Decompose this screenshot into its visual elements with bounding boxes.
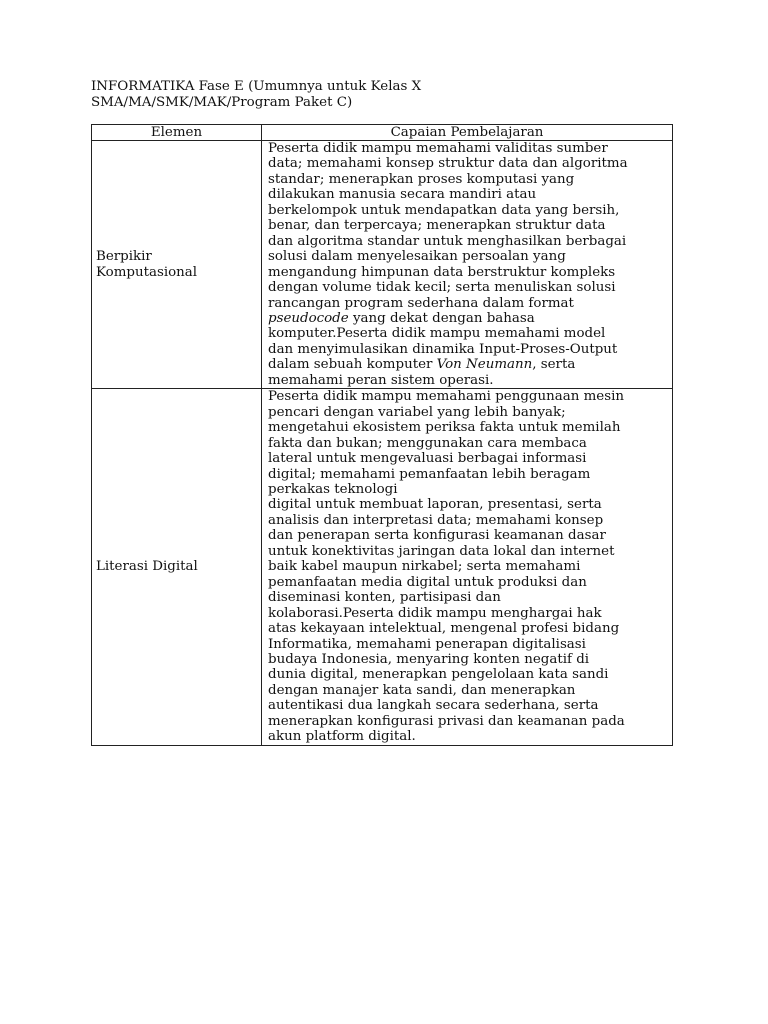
description-line: benar, dan terpercaya; menerapkan struktur data <box>268 218 606 234</box>
table-row <box>92 141 673 389</box>
description-line: pencari dengan variabel yang lebih banyak; <box>268 404 566 420</box>
description-line: standar; menerapkan proses komputasi yang <box>268 171 575 187</box>
document-title <box>91 79 671 111</box>
description-line: berkelompok untuk mendapatkan data yang bersih, <box>268 202 620 218</box>
description-line: dan algoritma standar untuk menghasilkan berbagai <box>268 233 627 249</box>
header-elemen: Elemen <box>92 125 262 141</box>
description-line: Peserta didik mampu memahami penggunaan mesin <box>268 389 624 405</box>
description-line: digital; memahami pemanfaatan lebih beragam <box>268 466 591 482</box>
table-row <box>92 389 673 745</box>
description-line: atas kekayaan intelektual, mengenal profesi bidang <box>268 621 620 637</box>
description-line: digital untuk membuat laporan, presentasi, serta <box>268 497 602 513</box>
description-line: menerapkan konfigurasi privasi dan keamanan pada <box>268 713 625 729</box>
description-line: baik kabel maupun nirkabel; serta memahami <box>268 559 581 575</box>
description-line: budaya Indonesia, menyaring konten negatif di <box>268 651 590 667</box>
description-line: dunia digital, menerapkan pengelolaan kata sandi <box>268 667 609 683</box>
description-line: komputer.Peserta didik mampu memahami model <box>268 326 606 342</box>
description-line: fakta dan bukan; menggunakan cara membaca <box>268 435 587 451</box>
description-line: dengan volume tidak kecil; serta menuliskan solusi <box>268 280 616 296</box>
element-label-line: Berpikir <box>96 249 152 265</box>
description-line: akun platform digital. <box>268 729 416 745</box>
description-line: mengandung himpunan data berstruktur kompleks <box>268 264 616 280</box>
description-line: autentikasi dua langkah secara sederhana, serta <box>268 698 599 714</box>
title-line: SMA/MA/SMK/MAK/Program Paket C) <box>91 95 353 110</box>
description-line: diseminasi konten, partisipasi dan <box>268 590 501 606</box>
description-line: analisis dan interpretasi data; memahami konsep <box>268 512 604 528</box>
description-line: memahami peran sistem operasi. <box>268 372 494 388</box>
description-line: dengan manajer kata sandi, dan menerapkan <box>268 682 576 698</box>
title-line: INFORMATIKA Fase E (Umumnya untuk Kelas X <box>91 79 422 94</box>
element-cell <box>92 389 262 745</box>
description-line: dalam sebuah komputer Von Neumann, serta <box>268 357 576 373</box>
header-capaian-pembelajaran: Capaian Pembelajaran <box>262 125 673 141</box>
description-line: dan menyimulasikan dinamika Input-Proses-Output <box>268 341 618 357</box>
description-line: Informatika, memahami penerapan digitalisasi <box>268 636 586 652</box>
element-cell <box>92 141 262 389</box>
description-line: mengetahui ekosistem periksa fakta untuk memilah <box>268 420 621 436</box>
description-line: solusi dalam menyelesaikan persoalan yang <box>268 249 566 265</box>
description-line: pseudocode yang dekat dengan bahasa <box>268 310 535 326</box>
description-cell <box>262 141 673 389</box>
learning-outcomes-table <box>91 124 673 746</box>
description-line: perkakas teknologi <box>268 481 398 497</box>
description-cell <box>262 389 673 745</box>
description-line: rancangan program sederhana dalam format <box>268 295 574 311</box>
description-line: dilakukan manusia secara mandiri atau <box>268 187 537 203</box>
description-line: dan penerapan serta konfigurasi keamanan dasar <box>268 528 606 544</box>
description-line: pemanfaatan media digital untuk produksi dan <box>268 574 587 590</box>
description-line: Peserta didik mampu memahami validitas sumber <box>268 141 608 156</box>
description-line: lateral untuk mengevaluasi berbagai informasi <box>268 451 587 467</box>
element-label-line: Komputasional <box>96 264 198 280</box>
italic-term: pseudocode <box>268 310 349 326</box>
description-line: kolaborasi.Peserta didik mampu menghargai hak <box>268 605 602 621</box>
element-label-line: Literasi Digital <box>96 559 198 575</box>
description-line: data; memahami konsep struktur data dan algoritma <box>268 156 628 172</box>
table-header-row <box>92 125 673 141</box>
italic-term: Von Neumann <box>436 357 533 373</box>
description-line: untuk konektivitas jaringan data lokal dan internet <box>268 543 615 559</box>
